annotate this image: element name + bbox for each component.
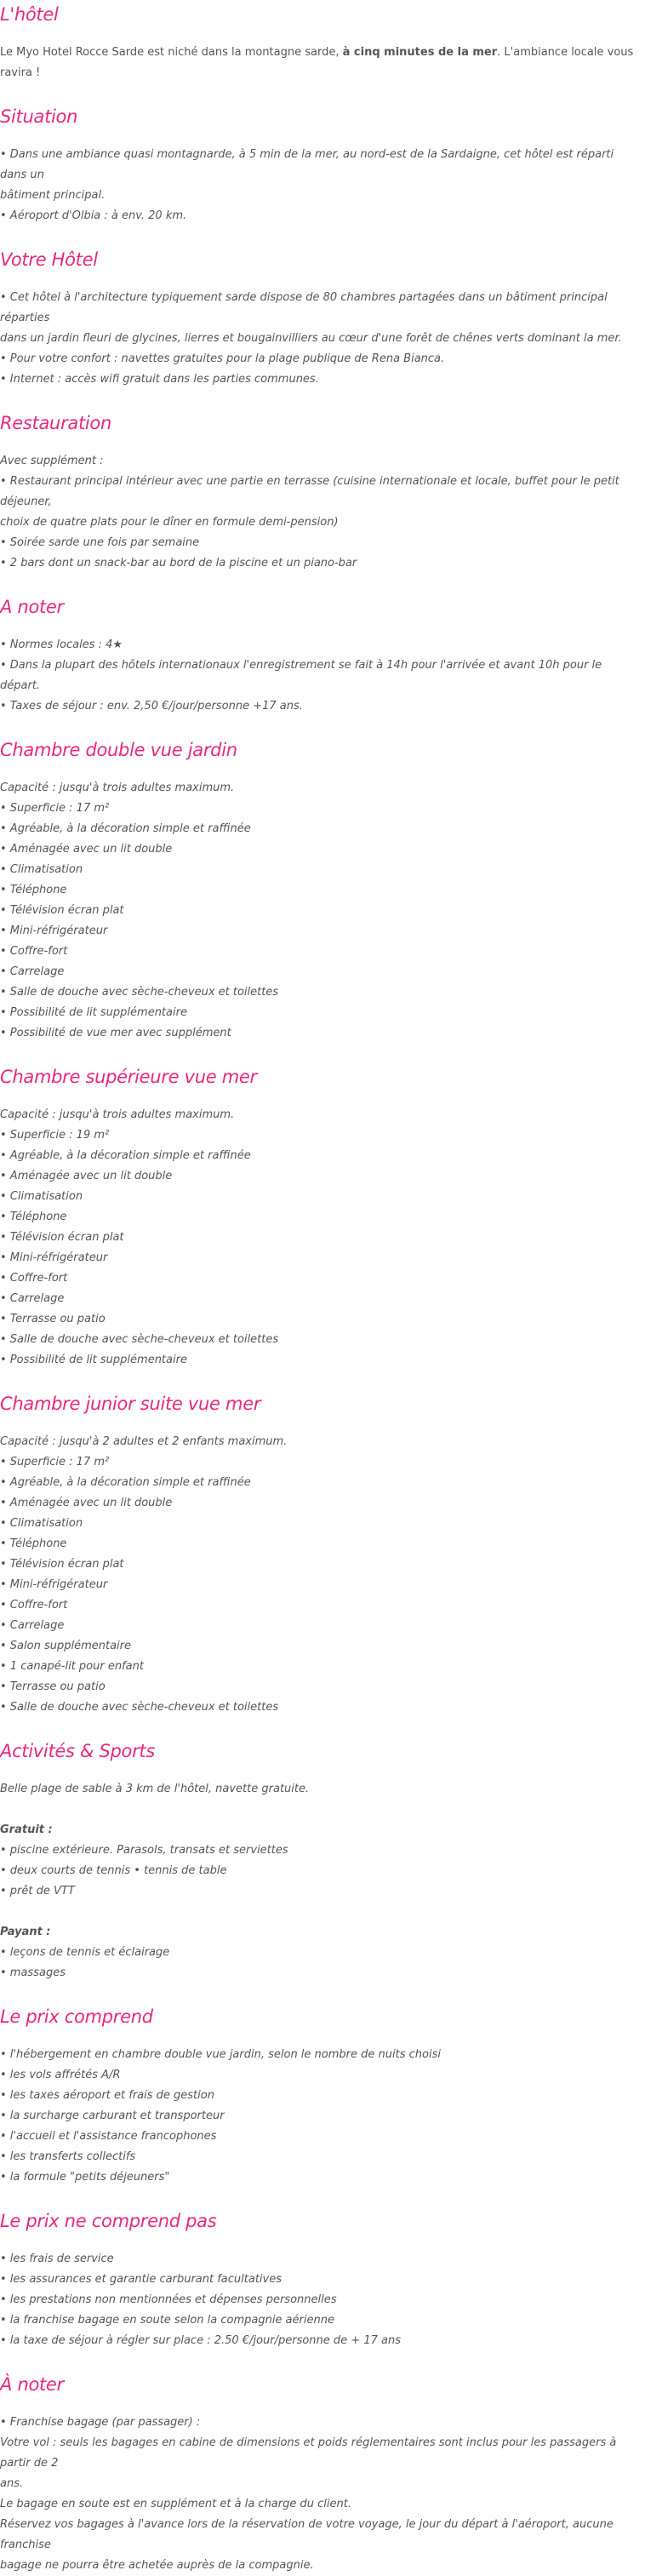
- list-item: dans un jardin fleuri de glycines, lierres et bougainvilliers au cœur d'une forêt de chênes verts dominant la mer.: [0, 332, 622, 345]
- section-title-votre-hotel: Votre Hôtel: [0, 249, 98, 270]
- section-title-chambre-junior: Chambre junior suite vue mer: [0, 1394, 261, 1414]
- list-item: Capacité : jusqu'à trois adultes maximum.: [0, 1108, 235, 1121]
- a-noter-2-body: [0, 2413, 638, 2576]
- list-item: • Aménagée avec un lit double: [0, 1170, 173, 1182]
- list-item: • Superficie : 17 m²: [0, 1456, 110, 1468]
- list-item: choix de quatre plats pour le dîner en formule demi-pension): [0, 516, 339, 529]
- list-item: • les transferts collectifs: [0, 2150, 136, 2163]
- activites-intro: Belle plage de sable à 3 km de l'hôtel, navette gratuite.: [0, 1783, 310, 1795]
- section-title-a-noter-2: À noter: [0, 2374, 64, 2395]
- prix-comprend-body: [0, 2045, 638, 2188]
- list-item: • Télévision écran plat: [0, 904, 124, 917]
- section-title-prix-ne-comprend: Le prix ne comprend pas: [0, 2211, 217, 2231]
- list-item: • l'hébergement en chambre double vue jardin, selon le nombre de nuits choisi: [0, 2048, 441, 2061]
- list-item: Réservez vos bagages à l'avance lors de la réservation de votre voyage, le jour du départ à l'aéroport, aucune franchise: [0, 2518, 614, 2551]
- a-noter-body: [0, 635, 638, 717]
- list-item: • Salle de douche avec sèche-cheveux et toilettes: [0, 1701, 279, 1714]
- list-item: • les taxes aéroport et frais de gestion: [0, 2089, 214, 2102]
- list-item: • Coffre-fort: [0, 945, 68, 958]
- list-item: • Climatisation: [0, 863, 83, 876]
- section-title-chambre-superieure: Chambre supérieure vue mer: [0, 1067, 257, 1087]
- activites-body: [0, 1779, 638, 1984]
- list-item: • Téléphone: [0, 884, 67, 896]
- gratuit-label: Gratuit :: [0, 1823, 53, 1836]
- section-title-chambre-double: Chambre double vue jardin: [0, 740, 237, 760]
- list-item: • Aménagée avec un lit double: [0, 1497, 173, 1509]
- list-item: • Internet : accès wifi gratuit dans les parties communes.: [0, 373, 319, 386]
- list-item: • Agréable, à la décoration simple et raffinée: [0, 822, 251, 835]
- list-item: • Aménagée avec un lit double: [0, 843, 173, 856]
- list-item: • Télévision écran plat: [0, 1231, 124, 1244]
- list-item: • les prestations non mentionnées et dépenses personnelles: [0, 2293, 337, 2306]
- list-item: • Coffre-fort: [0, 1272, 68, 1285]
- list-item: • les frais de service: [0, 2253, 114, 2265]
- list-item: • deux courts de tennis • tennis de table: [0, 1864, 227, 1877]
- situation-body: [0, 145, 638, 226]
- list-item: • Carrelage: [0, 1292, 65, 1305]
- list-item: • Superficie : 17 m²: [0, 802, 110, 815]
- list-item: • Coffre-fort: [0, 1599, 68, 1611]
- list-item: • Mini-réfrigérateur: [0, 1578, 108, 1591]
- list-item: • Climatisation: [0, 1517, 83, 1530]
- list-item: • Télévision écran plat: [0, 1558, 124, 1571]
- section-title-hotel: L'hôtel: [0, 4, 59, 25]
- list-item: • Terrasse ou patio: [0, 1680, 106, 1693]
- list-item: • massages: [0, 1966, 66, 1979]
- list-item: • Salle de douche avec sèche-cheveux et toilettes: [0, 986, 279, 999]
- list-item: • Salle de douche avec sèche-cheveux et toilettes: [0, 1333, 279, 1346]
- list-item: • Salon supplémentaire: [0, 1640, 132, 1652]
- list-item: • Aéroport d'Olbia : à env. 20 km.: [0, 209, 187, 222]
- page: [0, 3, 645, 2576]
- section-title-restauration: Restauration: [0, 413, 111, 433]
- list-item: • Superficie : 19 m²: [0, 1129, 110, 1142]
- list-item: • la formule "petits déjeuners": [0, 2171, 170, 2184]
- list-item: • l'accueil et l'assistance francophones: [0, 2130, 217, 2143]
- list-item: • Carrelage: [0, 1619, 65, 1632]
- chambre-double-body: [0, 778, 638, 1044]
- hotel-intro-post: . L'ambiance locale vous ravira !: [0, 46, 634, 79]
- list-item: • Carrelage: [0, 965, 65, 978]
- list-item: • la surcharge carburant et transporteur: [0, 2109, 225, 2122]
- list-item: • Téléphone: [0, 1211, 67, 1223]
- list-item: • Téléphone: [0, 1537, 67, 1550]
- list-item: • Taxes de séjour : env. 2,50 €/jour/personne +17 ans.: [0, 700, 303, 713]
- list-item: Le bagage en soute est en supplément et à la charge du client.: [0, 2498, 351, 2510]
- list-item: ans.: [0, 2477, 24, 2490]
- list-item: • Possibilité de lit supplémentaire: [0, 1354, 187, 1366]
- list-item: • Restaurant principal intérieur avec une partie en terrasse (cuisine internationale et locale, buffet pour le petit déjeuner,: [0, 475, 619, 508]
- list-item: • la taxe de séjour à régler sur place : 2.50 €/jour/personne de + 17 ans: [0, 2334, 401, 2347]
- list-item: • Climatisation: [0, 1190, 83, 1203]
- list-item: Votre vol : seuls les bagages en cabine de dimensions et poids réglementaires sont inclus pour les passagers à partir de 2: [0, 2436, 617, 2470]
- list-item: • Possibilité de lit supplémentaire: [0, 1006, 187, 1019]
- list-item: • 2 bars dont un snack-bar au bord de la piscine et un piano-bar: [0, 557, 357, 570]
- list-item: bâtiment principal.: [0, 189, 106, 202]
- list-item: • Terrasse ou patio: [0, 1313, 106, 1325]
- section-title-activites: Activités & Sports: [0, 1741, 155, 1761]
- hotel-intro: [0, 43, 638, 83]
- hotel-intro-pre: Le Myo Hotel Rocce Sarde est niché dans la montagne sarde,: [0, 46, 343, 59]
- prix-ne-comprend-body: [0, 2249, 638, 2351]
- payant-label: Payant :: [0, 1926, 51, 1938]
- restauration-body: [0, 451, 638, 574]
- votre-hotel-body: [0, 288, 638, 390]
- list-item: • Dans la plupart des hôtels internationaux l'enregistrement se fait à 14h pour l'arrivée et avant 10h pour le départ.: [0, 659, 602, 692]
- hotel-intro-bold: à cinq minutes de la mer: [342, 46, 498, 59]
- spacer: [0, 1902, 638, 1922]
- list-item: • leçons de tennis et éclairage: [0, 1946, 170, 1959]
- list-item: • Franchise bagage (par passager) :: [0, 2416, 201, 2429]
- list-item: • Agréable, à la décoration simple et raffinée: [0, 1149, 251, 1162]
- list-item: Capacité : jusqu'à 2 adultes et 2 enfants maximum.: [0, 1435, 288, 1448]
- section-title-prix-comprend: Le prix comprend: [0, 2006, 153, 2027]
- list-item: • Pour votre confort : navettes gratuites pour la plage publique de Rena Bianca.: [0, 352, 445, 365]
- section-title-situation: Situation: [0, 106, 78, 127]
- spacer: [0, 1800, 638, 1820]
- list-item: • Cet hôtel à l'architecture typiquement sarde dispose de 80 chambres partagées dans un bâtiment principal réparties: [0, 291, 608, 324]
- list-item: • Possibilité de vue mer avec supplément: [0, 1027, 231, 1039]
- list-item: Avec supplément :: [0, 455, 104, 467]
- section-title-a-noter: A noter: [0, 597, 64, 617]
- chambre-superieure-body: [0, 1105, 638, 1371]
- list-item: • les vols affrétés A/R: [0, 2069, 121, 2081]
- list-item: • Agréable, à la décoration simple et raffinée: [0, 1476, 251, 1489]
- list-item: bagage ne pourra être achetée auprès de la compagnie.: [0, 2559, 314, 2572]
- list-item: • Mini-réfrigérateur: [0, 924, 108, 937]
- list-item: • Soirée sarde une fois par semaine: [0, 536, 200, 549]
- list-item: • Normes locales : 4★: [0, 638, 123, 651]
- list-item: • prêt de VTT: [0, 1885, 75, 1898]
- chambre-junior-body: [0, 1432, 638, 1718]
- list-item: • la franchise bagage en soute selon la compagnie aérienne: [0, 2314, 334, 2327]
- list-item: • Dans une ambiance quasi montagnarde, à 5 min de la mer, au nord-est de la Sardaigne, cet hôtel est réparti dans un: [0, 148, 614, 181]
- list-item: • Mini-réfrigérateur: [0, 1251, 108, 1264]
- list-item: • 1 canapé-lit pour enfant: [0, 1660, 144, 1673]
- list-item: • les assurances et garantie carburant facultatives: [0, 2273, 283, 2286]
- list-item: Capacité : jusqu'à trois adultes maximum.: [0, 781, 235, 794]
- list-item: • piscine extérieure. Parasols, transats et serviettes: [0, 1844, 288, 1857]
